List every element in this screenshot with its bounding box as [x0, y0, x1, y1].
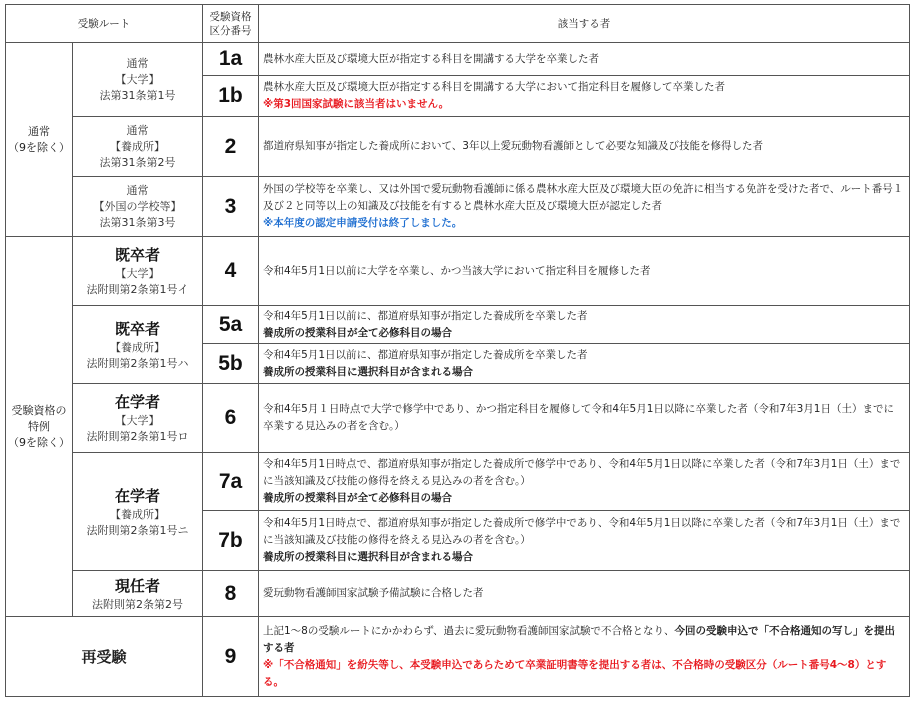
route-description: 農林水産大臣及び環境大臣が指定する科目を開講する大学を卒業した者	[259, 43, 910, 76]
route-code: 5b	[203, 344, 259, 384]
route-description: 外国の学校等を卒業し、又は外国で愛玩動物看護師に係る農林水産大臣及び環境大臣の免許に相当する免許を受けた者で、ルート番号１及び２と同等以上の知識及び技能を有すると農林水産大臣及び環境大臣が認定した者 ※本年度の認定申請受付は終了しました。	[259, 177, 910, 237]
subroute-graduate-university: 既卒者 【大学】 法附則第2条第1号イ	[73, 237, 203, 306]
table-row	[6, 384, 910, 453]
route-description: 上記1～8の受験ルートにかかわらず、過去に愛玩動物看護師国家試験で不合格となり、今回の受験申込で「不合格通知の写し」を提出する者 ※「不合格通知」を紛失等し、本受験申込であらためて卒業証明書等を提出する者は、不合格時の受験区分（ルート番号4～8）とする。	[259, 617, 910, 697]
header-applicant: 該当する者	[259, 5, 910, 43]
route-code: 3	[203, 177, 259, 237]
route-note: 養成所の授業科目が全て必修科目の場合	[263, 326, 452, 339]
table-row	[6, 237, 910, 306]
category-retake: 再受験	[6, 617, 203, 697]
route-code: 7a	[203, 453, 259, 511]
table-row	[6, 43, 910, 76]
header-code: 受験資格 区分番号	[203, 5, 259, 43]
subroute-student-university: 在学者 【大学】 法附則第2条第1号ロ	[73, 384, 203, 453]
category-regular: 通常 （9を除く）	[6, 43, 73, 237]
route-description: 令和4年5月1日以前に大学を卒業し、かつ当該大学において指定科目を履修した者	[259, 237, 910, 306]
route-description: 農林水産大臣及び環境大臣が指定する科目を開講する大学において指定科目を履修して卒業した者 ※第3回国家試験に該当者はいません。	[259, 76, 910, 117]
header-route: 受験ルート	[6, 5, 203, 43]
subroute-foreign-school: 通常 【外国の学校等】 法第31条第3号	[73, 177, 203, 237]
route-code: 2	[203, 117, 259, 177]
route-code: 4	[203, 237, 259, 306]
route-description: 令和4年5月1日以前に、都道府県知事が指定した養成所を卒業した者 養成所の授業科目に選択科目が含まれる場合	[259, 344, 910, 384]
table-row	[6, 571, 910, 617]
route-code: 9	[203, 617, 259, 697]
route-code: 1b	[203, 76, 259, 117]
route-description: 都道府県知事が指定した養成所において、3年以上愛玩動物看護師として必要な知識及び技能を修得した者	[259, 117, 910, 177]
route-emphasis: 今回の受験申込で「不合格通知の写し」を提出する者	[263, 624, 896, 654]
route-note: ※第3回国家試験に該当者はいません。	[263, 98, 450, 110]
route-code: 8	[203, 571, 259, 617]
route-code: 6	[203, 384, 259, 453]
route-note: ※本年度の認定申請受付は終了しました。	[263, 217, 463, 229]
subroute-student-school: 在学者 【養成所】 法附則第2条第1号ニ	[73, 453, 203, 571]
table-row	[6, 117, 910, 177]
subroute-graduate-school: 既卒者 【養成所】 法附則第2条第1号ハ	[73, 306, 203, 384]
category-special: 受験資格の 特例 （9を除く）	[6, 237, 73, 617]
table-row	[6, 617, 910, 697]
route-note: 養成所の授業科目に選択科目が含まれる場合	[263, 365, 473, 378]
subroute-current-worker: 現任者 法附則第2条第2号	[73, 571, 203, 617]
route-description: 令和4年5月1日時点で、都道府県知事が指定した養成所で修学中であり、令和4年5月1日以降に卒業した者（令和7年3月1日（土）までに当該知識及び技能の修得を終える見込みの者を含む。） 養成所の授業科目に選択科目が含まれる場合	[259, 511, 910, 571]
header-row	[6, 5, 910, 43]
table-row	[6, 453, 910, 511]
route-description: 令和4年5月1日時点で、都道府県知事が指定した養成所で修学中であり、令和4年5月1日以降に卒業した者（令和7年3月1日（土）までに当該知識及び技能の修得を終える見込みの者を含む。） 養成所の授業科目が全て必修科目の場合	[259, 453, 910, 511]
table-row	[6, 306, 910, 344]
route-description: 令和4年5月1日以前に、都道府県知事が指定した養成所を卒業した者 養成所の授業科目が全て必修科目の場合	[259, 306, 910, 344]
route-note: ※「不合格通知」を紛失等し、本受験申込であらためて卒業証明書等を提出する者は、不合格時の受験区分（ルート番号4～8）とする。	[263, 658, 887, 688]
route-description: 愛玩動物看護師国家試験予備試験に合格した者	[259, 571, 910, 617]
route-code: 1a	[203, 43, 259, 76]
route-description: 令和4年5月１日時点で大学で修学中であり、かつ指定科目を履修して令和4年5月1日以降に卒業した者（令和7年3月1日（土）までに卒業する見込みの者を含む。）	[259, 384, 910, 453]
route-code: 5a	[203, 306, 259, 344]
route-note: 養成所の授業科目に選択科目が含まれる場合	[263, 551, 473, 563]
route-note: 養成所の授業科目が全て必修科目の場合	[263, 492, 452, 504]
table-row	[6, 177, 910, 237]
subroute-university: 通常 【大学】 法第31条第1号	[73, 43, 203, 117]
exam-route-table	[5, 4, 910, 697]
route-code: 7b	[203, 511, 259, 571]
subroute-training-school: 通常 【養成所】 法第31条第2号	[73, 117, 203, 177]
